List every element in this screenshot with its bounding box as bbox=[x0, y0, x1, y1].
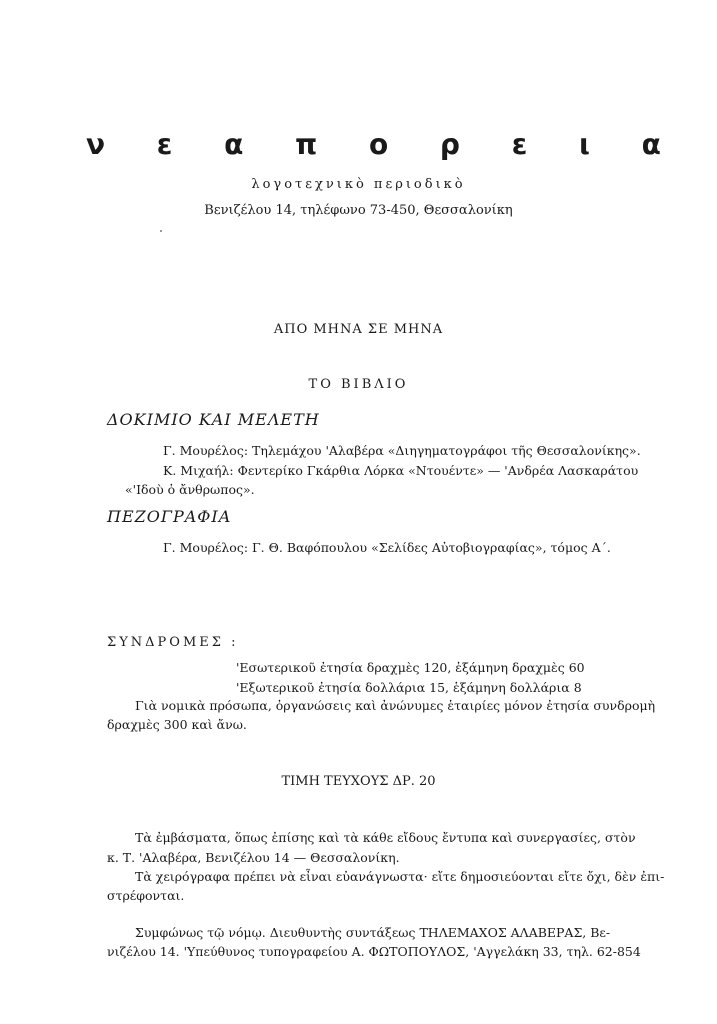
note-line: κ. Τ. 'Αλαβέρα, Βενιζέλου 14 — Θεσσαλονίκη. bbox=[107, 850, 400, 865]
note-line: Τὰ ἐμβάσματα, ὅπως ἐπίσης καὶ τὰ κάθε εἴδους ἔντυπα καὶ συνεργασίες, στὸν bbox=[135, 830, 636, 845]
entry-line: «'Ιδοὺ ὁ ἄνθρωπος». bbox=[125, 482, 255, 497]
subscription-foreign: 'Εξωτερικοῦ ἐτησία δολλάρια 15, ἑξάμηνη δολλάρια 8 bbox=[236, 680, 582, 695]
masthead-letter: ο bbox=[368, 128, 389, 161]
subscriptions-heading: ΣΥΝΔΡΟΜΕΣ : bbox=[107, 635, 239, 650]
note-line: στρέφονται. bbox=[107, 888, 185, 903]
masthead-letter: ν bbox=[86, 128, 106, 161]
print-speck bbox=[160, 230, 162, 232]
entry-line: Κ. Μιχαήλ: Φεντερίκο Γκάρθια Λόρκα «Ντουέντε» — 'Ανδρέα Λασκαράτου bbox=[163, 463, 639, 478]
imprint-line: νιζέλου 14. 'Υπεύθυνος τυπογραφείου Α. ΦΩΤΟΠΟΥΛΟΣ, 'Αγγελάκη 33, τηλ. 62-854 bbox=[107, 944, 641, 959]
entry-line: Γ. Μουρέλος: Γ. Θ. Βαφόπουλου «Σελίδες Αὐτοβιογραφίας», τόμος Α΄. bbox=[163, 540, 611, 555]
masthead-subtitle: λογοτεχνικὸ περιοδικὸ bbox=[251, 177, 466, 192]
masthead-address: Βενιζέλου 14, τηλέφωνο 73-450, Θεσσαλονίκη bbox=[204, 203, 513, 218]
subscription-legal: δραχμὲς 300 καὶ ἄνω. bbox=[107, 717, 247, 732]
issue-price: ΤΙΜΗ ΤΕΥΧΟΥΣ ΔΡ. 20 bbox=[281, 774, 436, 789]
masthead-letter: ε bbox=[156, 128, 173, 161]
imprint-line: Συμφώνως τῷ νόμῳ. Διευθυντὴς συντάξεως ΤΗΛΕΜΑΧΟΣ ΑΛΑΒΕΡΑΣ, Βε- bbox=[135, 925, 611, 940]
masthead-title bbox=[86, 128, 661, 161]
masthead-letter: α bbox=[641, 128, 661, 161]
heading-month: ΑΠΟ ΜΗΝΑ ΣΕ ΜΗΝΑ bbox=[273, 322, 444, 337]
heading-book: ΤΟ ΒΙΒΛΙΟ bbox=[308, 377, 409, 392]
masthead-letter: α bbox=[224, 128, 244, 161]
section-title-essay: ΔΟΚΙΜΙΟ ΚΑΙ ΜΕΛΕΤΗ bbox=[107, 410, 320, 429]
masthead-letter: ι bbox=[579, 128, 590, 161]
masthead-letter: ε bbox=[511, 128, 528, 161]
subscription-domestic: 'Εσωτερικοῦ ἐτησία δραχμὲς 120, ἑξάμηνη δραχμὲς 60 bbox=[236, 660, 585, 675]
subscription-legal: Γιὰ νομικὰ πρόσωπα, ὀργανώσεις καὶ ἀνώνυμες ἑταιρίες μόνον ἐτησία συνδρομὴ bbox=[135, 698, 656, 713]
section-title-prose: ΠΕΖΟΓΡΑΦΙΑ bbox=[107, 507, 232, 526]
masthead-letter: ρ bbox=[439, 128, 460, 161]
masthead-letter: π bbox=[295, 128, 318, 161]
note-line: Τὰ χειρόγραφα πρέπει νὰ εἶναι εὐανάγνωστα· εἴτε δημοσιεύονται εἴτε ὄχι, δὲν ἐπι- bbox=[135, 869, 665, 884]
entry-line: Γ. Μουρέλος: Τηλεμάχου 'Αλαβέρα «Διηγηματογράφοι τῆς Θεσσαλονίκης». bbox=[163, 443, 641, 458]
